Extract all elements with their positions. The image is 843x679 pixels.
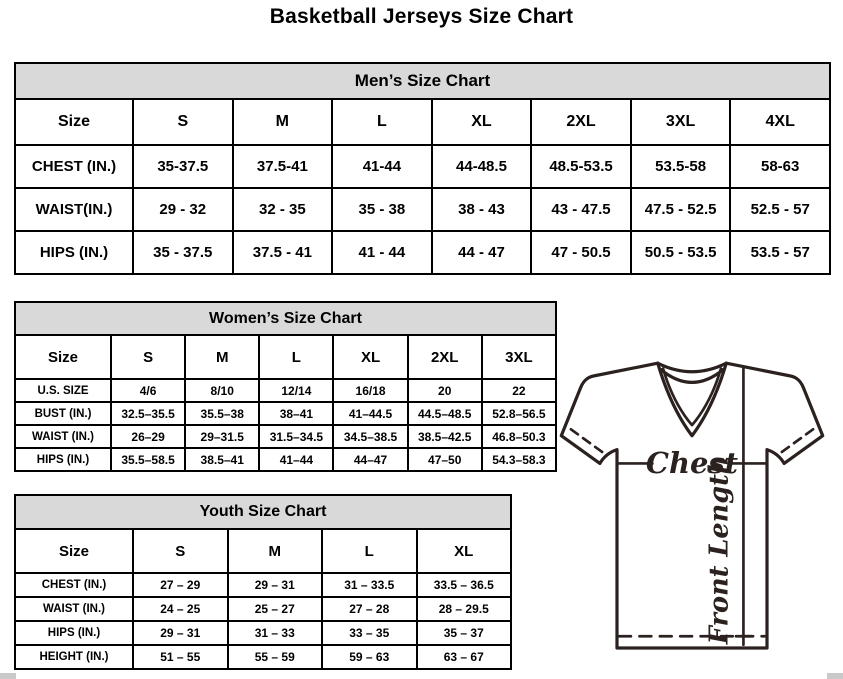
men-value-cell: 41 - 44: [332, 231, 432, 274]
women-value-cell: 4/6: [111, 379, 185, 402]
youth-row-label: HIPS (IN.): [15, 621, 133, 645]
men-value-cell: 53.5-58: [631, 145, 731, 188]
youth-row-label: WAIST (IN.): [15, 597, 133, 621]
women-row-label: HIPS (IN.): [15, 448, 111, 471]
youth-chart-title: Youth Size Chart: [15, 495, 511, 529]
women-row-label: WAIST (IN.): [15, 425, 111, 448]
men-row-label: HIPS (IN.): [15, 231, 133, 274]
women-column-header: 3XL: [482, 335, 556, 379]
women-value-cell: 16/18: [333, 379, 407, 402]
mens-size-chart-table: [14, 62, 831, 275]
youth-value-cell: 29 – 31: [228, 573, 323, 597]
men-column-header: XL: [432, 99, 532, 145]
men-row-label: WAIST(IN.): [15, 188, 133, 231]
youth-value-cell: 24 – 25: [133, 597, 228, 621]
women-column-header: XL: [333, 335, 407, 379]
youth-column-header: S: [133, 529, 228, 573]
scrollbar-corner-artifact-left: [0, 673, 16, 679]
men-column-header: S: [133, 99, 233, 145]
women-value-cell: 47–50: [408, 448, 482, 471]
women-value-cell: 38.5–42.5: [408, 425, 482, 448]
men-value-cell: 44-48.5: [432, 145, 532, 188]
youth-value-cell: 31 – 33: [228, 621, 323, 645]
youth-value-cell: 33 – 35: [322, 621, 417, 645]
women-value-cell: 32.5–35.5: [111, 402, 185, 425]
men-column-header: L: [332, 99, 432, 145]
men-chart-title: Men’s Size Chart: [15, 63, 830, 99]
women-value-cell: 54.3–58.3: [482, 448, 556, 471]
women-value-cell: 34.5–38.5: [333, 425, 407, 448]
jersey-outline: [561, 363, 822, 648]
men-value-cell: 50.5 - 53.5: [631, 231, 731, 274]
youth-column-header: XL: [417, 529, 512, 573]
men-value-cell: 35 - 38: [332, 188, 432, 231]
women-value-cell: 41–44: [259, 448, 333, 471]
page-title: Basketball Jerseys Size Chart: [269, 5, 574, 28]
jersey-diagram-svg: [542, 344, 842, 664]
youth-value-cell: 29 – 31: [133, 621, 228, 645]
women-value-cell: 35.5–58.5: [111, 448, 185, 471]
men-value-cell: 53.5 - 57: [730, 231, 830, 274]
women-value-cell: 8/10: [185, 379, 259, 402]
women-column-header: L: [259, 335, 333, 379]
youth-value-cell: 27 – 28: [322, 597, 417, 621]
men-value-cell: 41-44: [332, 145, 432, 188]
women-column-header: S: [111, 335, 185, 379]
women-chart-title: Women’s Size Chart: [15, 302, 556, 335]
women-value-cell: 44.5–48.5: [408, 402, 482, 425]
womens-size-chart-table: [14, 301, 557, 472]
men-value-cell: 48.5-53.5: [531, 145, 631, 188]
youth-row-label: HEIGHT (IN.): [15, 645, 133, 669]
men-value-cell: 52.5 - 57: [730, 188, 830, 231]
youth-value-cell: 51 – 55: [133, 645, 228, 669]
left-cuff-dashed-line: [571, 429, 606, 455]
men-value-cell: 43 - 47.5: [531, 188, 631, 231]
youth-value-cell: 63 – 67: [417, 645, 512, 669]
women-value-cell: 41–44.5: [333, 402, 407, 425]
women-value-cell: 29–31.5: [185, 425, 259, 448]
women-row-label: BUST (IN.): [15, 402, 111, 425]
men-value-cell: 47.5 - 52.5: [631, 188, 731, 231]
youth-value-cell: 25 – 27: [228, 597, 323, 621]
women-value-cell: 35.5–38: [185, 402, 259, 425]
front-length-label: Front Length: [704, 455, 735, 645]
women-value-cell: 52.8–56.5: [482, 402, 556, 425]
youth-column-header: Size: [15, 529, 133, 573]
youth-value-cell: 55 – 59: [228, 645, 323, 669]
right-cuff-dashed-line: [778, 429, 813, 455]
women-value-cell: 31.5–34.5: [259, 425, 333, 448]
men-column-header: 3XL: [631, 99, 731, 145]
men-row-label: CHEST (IN.): [15, 145, 133, 188]
youth-column-header: L: [322, 529, 417, 573]
men-column-header: 2XL: [531, 99, 631, 145]
men-value-cell: 37.5-41: [233, 145, 333, 188]
men-value-cell: 58-63: [730, 145, 830, 188]
men-value-cell: 29 - 32: [133, 188, 233, 231]
youth-size-chart-table: [14, 494, 512, 670]
front-length-measure-line: [736, 366, 751, 644]
women-column-header: Size: [15, 335, 111, 379]
men-value-cell: 35-37.5: [133, 145, 233, 188]
youth-value-cell: 35 – 37: [417, 621, 512, 645]
jersey-measurement-diagram: [542, 344, 842, 664]
men-value-cell: 32 - 35: [233, 188, 333, 231]
youth-value-cell: 28 – 29.5: [417, 597, 512, 621]
youth-column-header: M: [228, 529, 323, 573]
women-row-label: U.S. SIZE: [15, 379, 111, 402]
men-value-cell: 37.5 - 41: [233, 231, 333, 274]
men-value-cell: 35 - 37.5: [133, 231, 233, 274]
men-column-header: 4XL: [730, 99, 830, 145]
women-column-header: 2XL: [408, 335, 482, 379]
youth-value-cell: 33.5 – 36.5: [417, 573, 512, 597]
collar-top-arc: [658, 363, 727, 372]
men-value-cell: 47 - 50.5: [531, 231, 631, 274]
youth-value-cell: 27 – 29: [133, 573, 228, 597]
women-column-header: M: [185, 335, 259, 379]
women-value-cell: 22: [482, 379, 556, 402]
women-value-cell: 38–41: [259, 402, 333, 425]
youth-value-cell: 31 – 33.5: [322, 573, 417, 597]
men-value-cell: 38 - 43: [432, 188, 532, 231]
women-value-cell: 26–29: [111, 425, 185, 448]
men-column-header: M: [233, 99, 333, 145]
youth-row-label: CHEST (IN.): [15, 573, 133, 597]
women-value-cell: 44–47: [333, 448, 407, 471]
men-value-cell: 44 - 47: [432, 231, 532, 274]
women-value-cell: 38.5–41: [185, 448, 259, 471]
women-value-cell: 12/14: [259, 379, 333, 402]
scrollbar-corner-artifact-right: [827, 673, 843, 679]
women-value-cell: 46.8–50.3: [482, 425, 556, 448]
youth-value-cell: 59 – 63: [322, 645, 417, 669]
women-value-cell: 20: [408, 379, 482, 402]
men-column-header: Size: [15, 99, 133, 145]
chest-label: Chest: [645, 446, 739, 481]
